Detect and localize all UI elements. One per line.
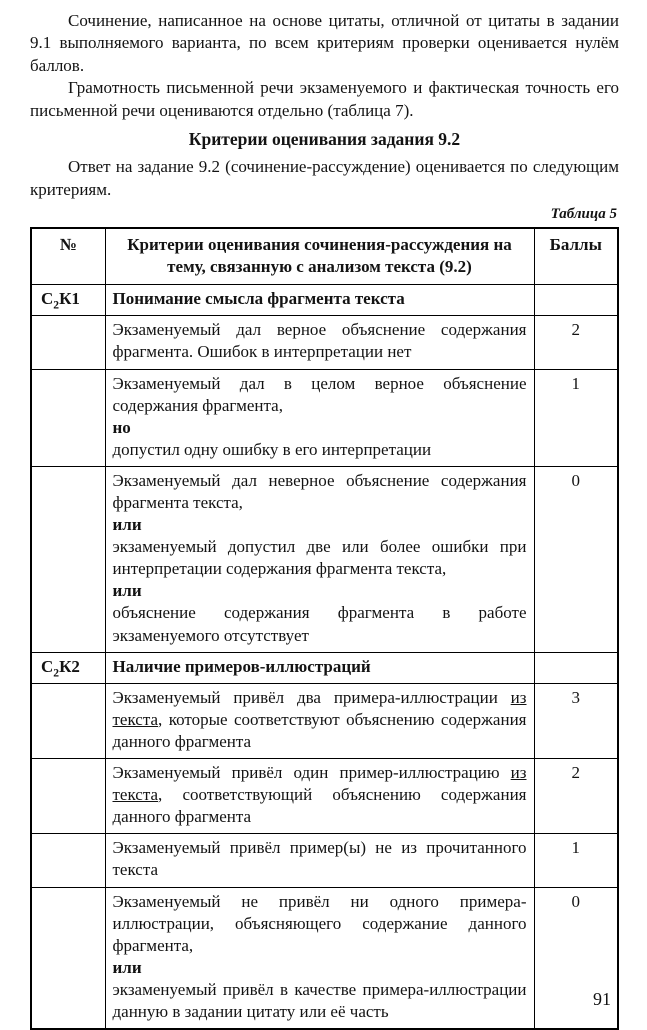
cell-paragraph [113,417,527,439]
cell-paragraph [113,891,527,957]
header-score: Баллы [534,228,618,285]
table-row [31,759,618,834]
criterion-text [105,759,534,834]
criterion-text [105,834,534,887]
table-row [31,466,618,652]
cell-paragraph [113,580,527,602]
intro-paragraph-1: Сочинение, написанное на основе цитаты, отличной от цитаты в задании 9.1 выполняемого варианта, по всем критериям проверки оценивается нулём баллов. [30,11,619,75]
cell-paragraph [113,470,527,514]
text-segment: Экзаменуемый не привёл ни одного примера-иллюстрации, объясняющего содержание данного фрагмента, [112,891,527,955]
cell-paragraph [113,536,527,580]
cell-paragraph [113,837,527,881]
criterion-code [31,887,105,1029]
text-segment: или [112,515,142,535]
table-row [31,887,618,1029]
criterion-code [31,369,105,466]
criterion-text [105,285,534,316]
cell-paragraph [113,957,527,979]
criterion-text [105,652,534,683]
text-segment: но [112,417,131,437]
table-row [31,285,618,316]
table-row [31,316,618,369]
cell-paragraph [113,979,527,1023]
text-segment: из текста [112,687,527,729]
text-segment: объяснение содержания фрагмента в работе экзаменуемого отсутствует [112,603,527,645]
criterion-score [534,285,618,316]
text-segment: Экзаменуемый дал в целом верное объяснение содержания фрагмента, [112,373,527,415]
cell-paragraph [113,762,527,828]
text-segment: допустил одну ошибку в его интерпретации [112,439,432,459]
text-segment: Экзаменуемый дал неверное объяснение содержания фрагмента текста, [112,470,527,512]
text-segment: Наличие примеров-иллюстраций [112,656,371,676]
header-num: № [31,228,105,285]
cell-paragraph [113,439,527,461]
criteria-table-body [31,285,618,1029]
cell-paragraph [113,319,527,363]
criterion-score: 1 [534,834,618,887]
criterion-score: 2 [534,759,618,834]
criterion-code: $С_2К1$ [31,285,105,316]
table-row [31,834,618,887]
criterion-text [105,466,534,652]
criterion-score: 0 [534,466,618,652]
text-segment: Экзаменуемый привёл два примера-иллюстрации [112,687,511,707]
intro-paragraph-3: Ответ на задание 9.2 (сочинение-рассуждение) оценивается по следующим критериям. [30,157,619,199]
header-criteria: Критерии оценивания сочинения-рассуждения на тему, связанную с анализом текста (9.2) [105,228,534,285]
criterion-score [534,652,618,683]
criterion-code: $С_2К2$ [31,652,105,683]
section-heading: Критерии оценивания задания 9.2 [188,129,461,150]
text-segment: Экзаменуемый привёл пример(ы) не из прочитанного текста [112,838,527,880]
criterion-code [31,683,105,758]
table-caption: Таблица 5 [550,206,617,223]
criterion-text [105,316,534,369]
text-segment: Экзаменуемый дал верное объяснение содержания фрагмента. Ошибок в интерпретации нет [112,320,527,362]
table-header-row [31,228,618,285]
page-number: 91 [593,989,611,1009]
text-segment: , соответствующий объяснению содержания данного фрагмента [112,785,527,827]
cell-paragraph [113,602,527,646]
criterion-text [105,369,534,466]
text-segment: или [112,581,142,601]
criterion-code [31,834,105,887]
table-row [31,683,618,758]
criteria-table [30,227,619,1030]
criterion-score: 3 [534,683,618,758]
criterion-code [31,466,105,652]
cell-paragraph [113,514,527,536]
text-segment: Экзаменуемый привёл один пример-иллюстрацию [112,763,511,783]
cell-paragraph [113,288,527,310]
table-row [31,369,618,466]
cell-paragraph [113,656,527,678]
criterion-text [105,683,534,758]
criterion-score: 0 [534,887,618,1029]
criterion-code [31,316,105,369]
text-segment: экзаменуемый привёл в качестве примера-иллюстрации данную в задании цитату или её часть [112,979,527,1021]
criterion-score: 2 [534,316,618,369]
cell-paragraph [113,373,527,417]
criterion-code [31,759,105,834]
criterion-text [105,887,534,1029]
text-segment: из текста [112,763,527,805]
text-segment: экзаменуемый допустил две или более ошибки при интерпретации содержания фрагмента текста, [112,537,527,579]
cell-paragraph [113,687,527,753]
table-row [31,652,618,683]
text-segment: или [112,957,142,977]
text-segment: , которые соответствуют объяснению содержания данного фрагмента [112,709,527,751]
criterion-score: 1 [534,369,618,466]
text-segment: Понимание смысла фрагмента текста [112,289,405,309]
intro-paragraph-2: Грамотность письменной речи экзаменуемого и фактическая точность его письменной речи оцениваются отдельно (таблица 7). [30,78,619,120]
